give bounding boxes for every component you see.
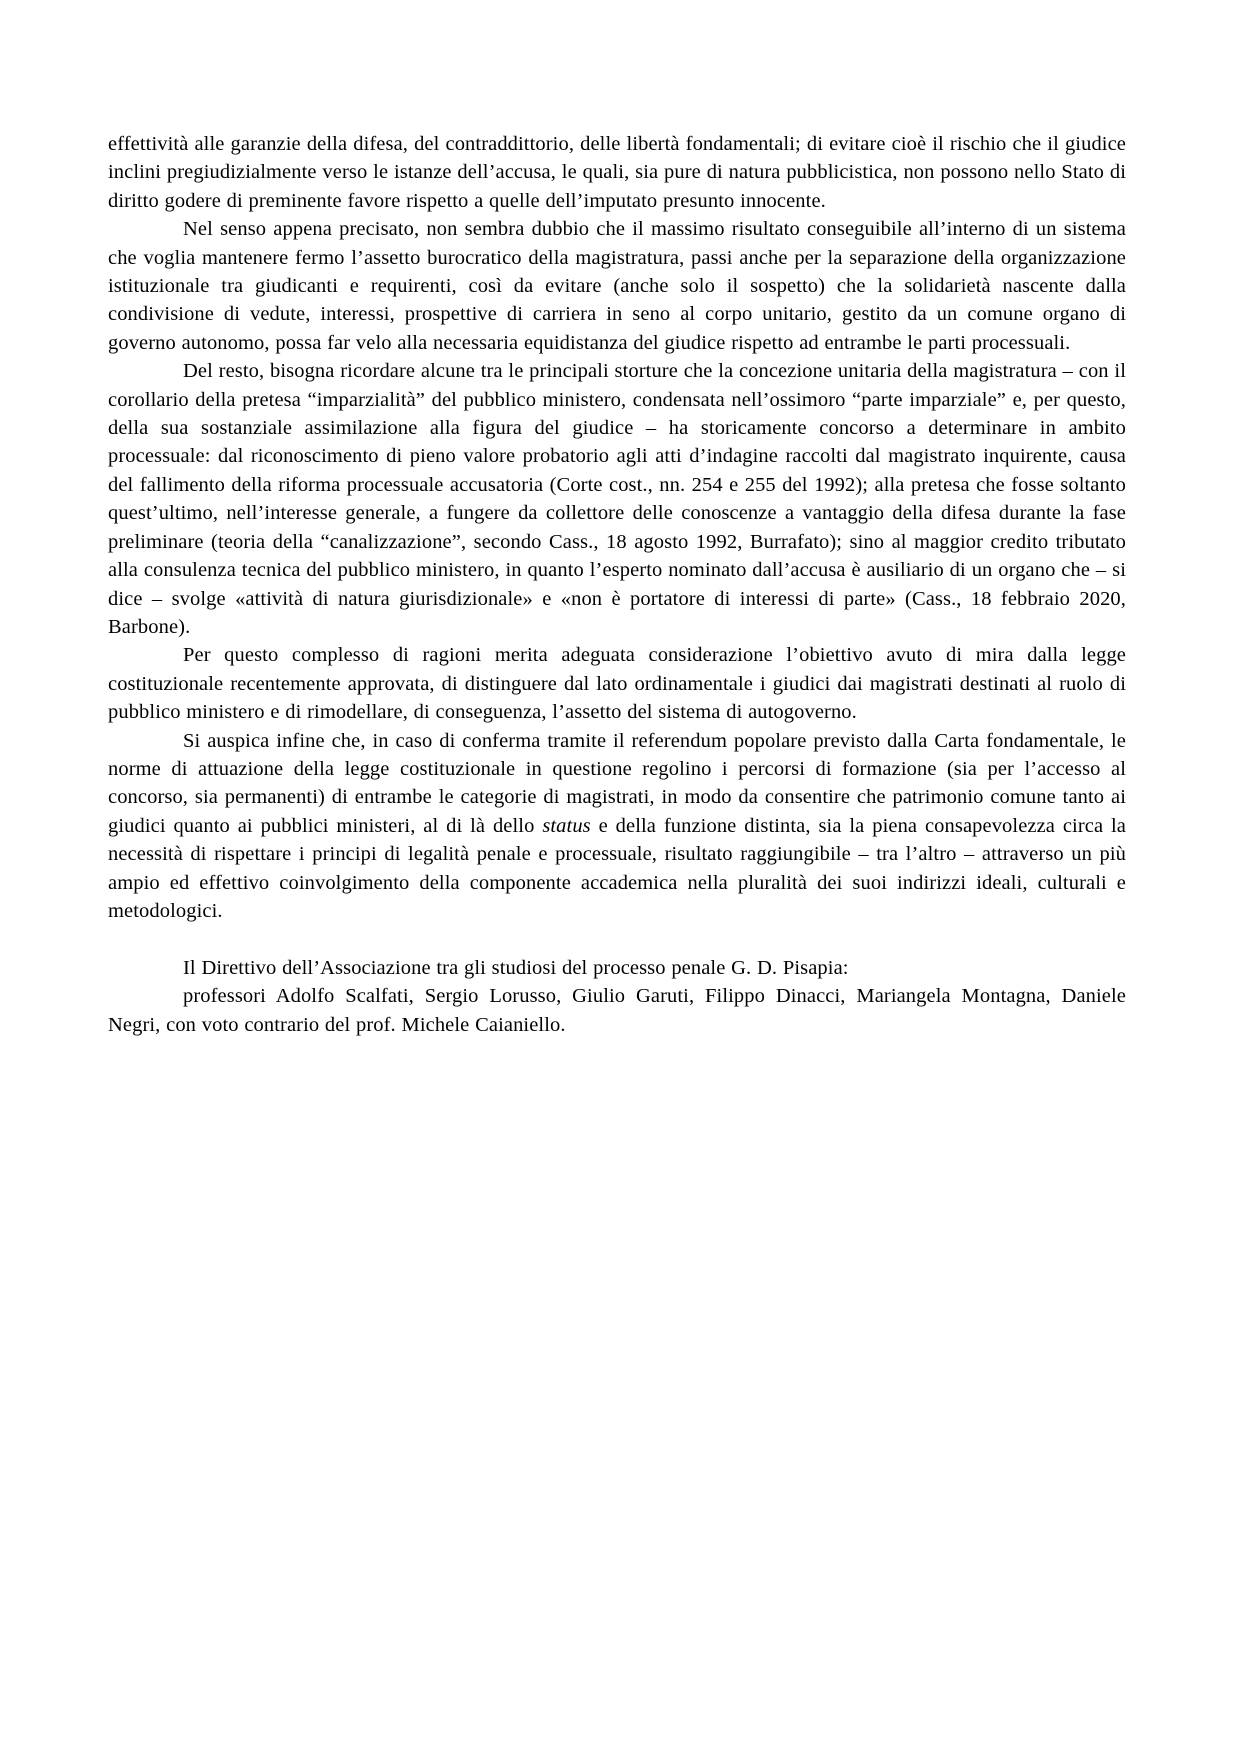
closing-professors-line: professori Adolfo Scalfati, Sergio Lorusso, Giulio Garuti, Filippo Dinacci, Mariangela Montagna, Daniele Negri, con voto contrario del prof. Michele Caianiello. xyxy=(108,985,1126,1036)
paragraph-nel-senso: Nel senso appena precisato, non sembra dubbio che il massimo risultato conseguibile all’interno di un sistema che voglia mantenere fermo l’assetto burocratico della magistratura, passi anche per la separazione della organizzazione istituzionale tra giudicanti e requirenti, così da evitare (anche solo il sospetto) che la solidarietà nascente dalla condivisione di vedute, interessi, prospettive di carriera in seno al corpo unitario, gestito da un comune organo di governo autonomo, possa far velo alla necessaria equidistanza del giudice rispetto ad entrambe le parti processuali. xyxy=(108,218,1126,354)
si-auspica-text-before-status: Si auspica infine che, in caso di conferma tramite il referendum popolare previsto dalla Carta fondamentale, le norme di attuazione della legge costituzionale in questione regolino i percorsi di formazione (sia per l’accesso al concorso, sia permanenti) di entrambe le categorie di magistrati, in modo da consentire che patrimonio comune tanto ai giudici quanto ai pubblici ministeri, al di là dello xyxy=(108,729,1126,837)
paragraph-si-auspica xyxy=(108,727,1126,926)
si-auspica-text-after-status: e della funzione distinta, sia la piena consapevolezza circa la necessità di rispettare i principi di legalità penale e processuale, risultato raggiungibile – tra l’altro – attraverso un più ampio ed effettivo coinvolgimento della componente accademica nella pluralità dei suoi indirizzi ideali, culturali e metodologici. xyxy=(108,814,1127,922)
document-text-block xyxy=(108,130,1126,1039)
paragraph-del-resto: Del resto, bisogna ricordare alcune tra le principali storture che la concezione unitaria della magistratura – con il corollario della pretesa “imparzialità” del pubblico ministero, condensata nell’ossimoro “parte imparziale” e, per questo, della sua sostanziale assimilazione alla figura del giudice – ha storicamente concorso a determinare in ambito processuale: dal riconoscimento di pieno valore probatorio agli atti d’indagine raccolti dal magistrato inquirente, causa del fallimento della riforma processuale accusatoria (Corte cost., nn. 254 e 255 del 1992); alla pretesa che fosse soltanto quest’ultimo, nell’interesse generale, a fungere da collettore delle conoscenze a vantaggio della difesa durante la fase preliminare (teoria della “canalizzazione”, secondo Cass., 18 agosto 1992, Burrafato); sino al maggior credito tributato alla consulenza tecnica del pubblico ministero, in quanto l’esperto nominato dall’accusa è ausiliario di un organo che – si dice – svolge «attività di natura giurisdizionale» e «non è portatore di interessi di parte» (Cass., 18 febbraio 2020, Barbone). xyxy=(108,360,1126,638)
closing-direttivo-line: Il Direttivo dell’Associazione tra gli studiosi del processo penale G. D. Pisapia: xyxy=(183,956,849,979)
paragraph-continuation-effettivita: effettività alle garanzie della difesa, del contraddittorio, delle libertà fondamentali; di evitare cioè il rischio che il giudice inclini pregiudizialmente verso le istanze dell’accusa, le quali, sia pure di natura pubblicistica, non possono nello Stato di diritto godere di preminente favore rispetto a quelle dell’imputato presunto innocente. xyxy=(108,133,1126,212)
status-italic-word: status xyxy=(542,814,591,837)
paragraph-per-questo: Per questo complesso di ragioni merita adeguata considerazione l’obiettivo avuto di mira dalla legge costituzionale recentemente approvata, di distinguere dal lato ordinamentale i giudici dai magistrati destinati al ruolo di pubblico ministero e di rimodellare, di conseguenza, l’assetto del sistema di autogoverno. xyxy=(108,644,1126,724)
